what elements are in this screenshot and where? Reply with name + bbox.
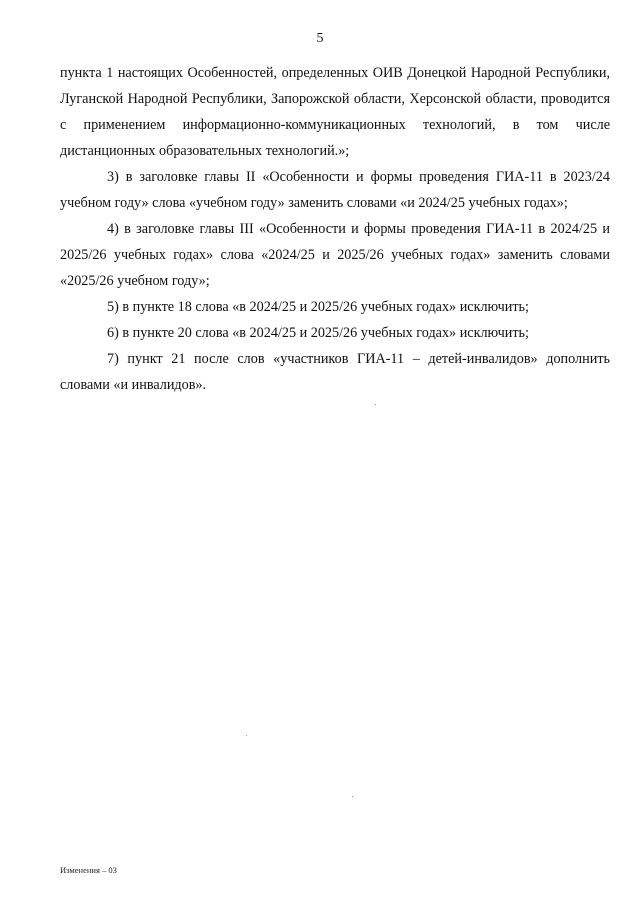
scan-speck — [375, 404, 376, 405]
paragraph-item-5: 5) в пункте 18 слова «в 2024/25 и 2025/26 учебных годах» исключить; — [107, 299, 529, 315]
paragraph-item-7: 7) пункт 21 после слов «участников ГИА-11 – детей-инвалидов» дополнить словами «и инвалидов». — [60, 351, 610, 393]
paragraph-item-3: 3) в заголовке главы II «Особенности и формы проведения ГИА-11 в 2023/24 учебном году» слова «учебном году» заменить словами «и 2024/25 учебных годах»; — [60, 169, 610, 211]
footer-revision-label: Изменения – 03 — [60, 865, 117, 875]
paragraph-item-6: 6) в пункте 20 слова «в 2024/25 и 2025/26 учебных годах» исключить; — [107, 325, 529, 341]
page-number: 5 — [316, 31, 324, 46]
scan-speck — [246, 735, 247, 736]
paragraph-item-4: 4) в заголовке главы III «Особенности и формы проведения ГИА-11 в 2024/25 и 2025/26 учебных годах» слова «2024/25 и 2025/26 учебных годах» заменить словами «2025/26 учебном году»; — [60, 221, 610, 289]
paragraph-continuation: пункта 1 настоящих Особенностей, определенных ОИВ Донецкой Народной Республики, Луганской Народной Республики, Запорожской области, Херсонской области, проводится с применением информационно-коммуникационных технологий, в том числе дистанционных образовательных технологий.»; — [60, 65, 610, 159]
scan-speck — [352, 796, 353, 797]
document-body — [60, 60, 610, 398]
